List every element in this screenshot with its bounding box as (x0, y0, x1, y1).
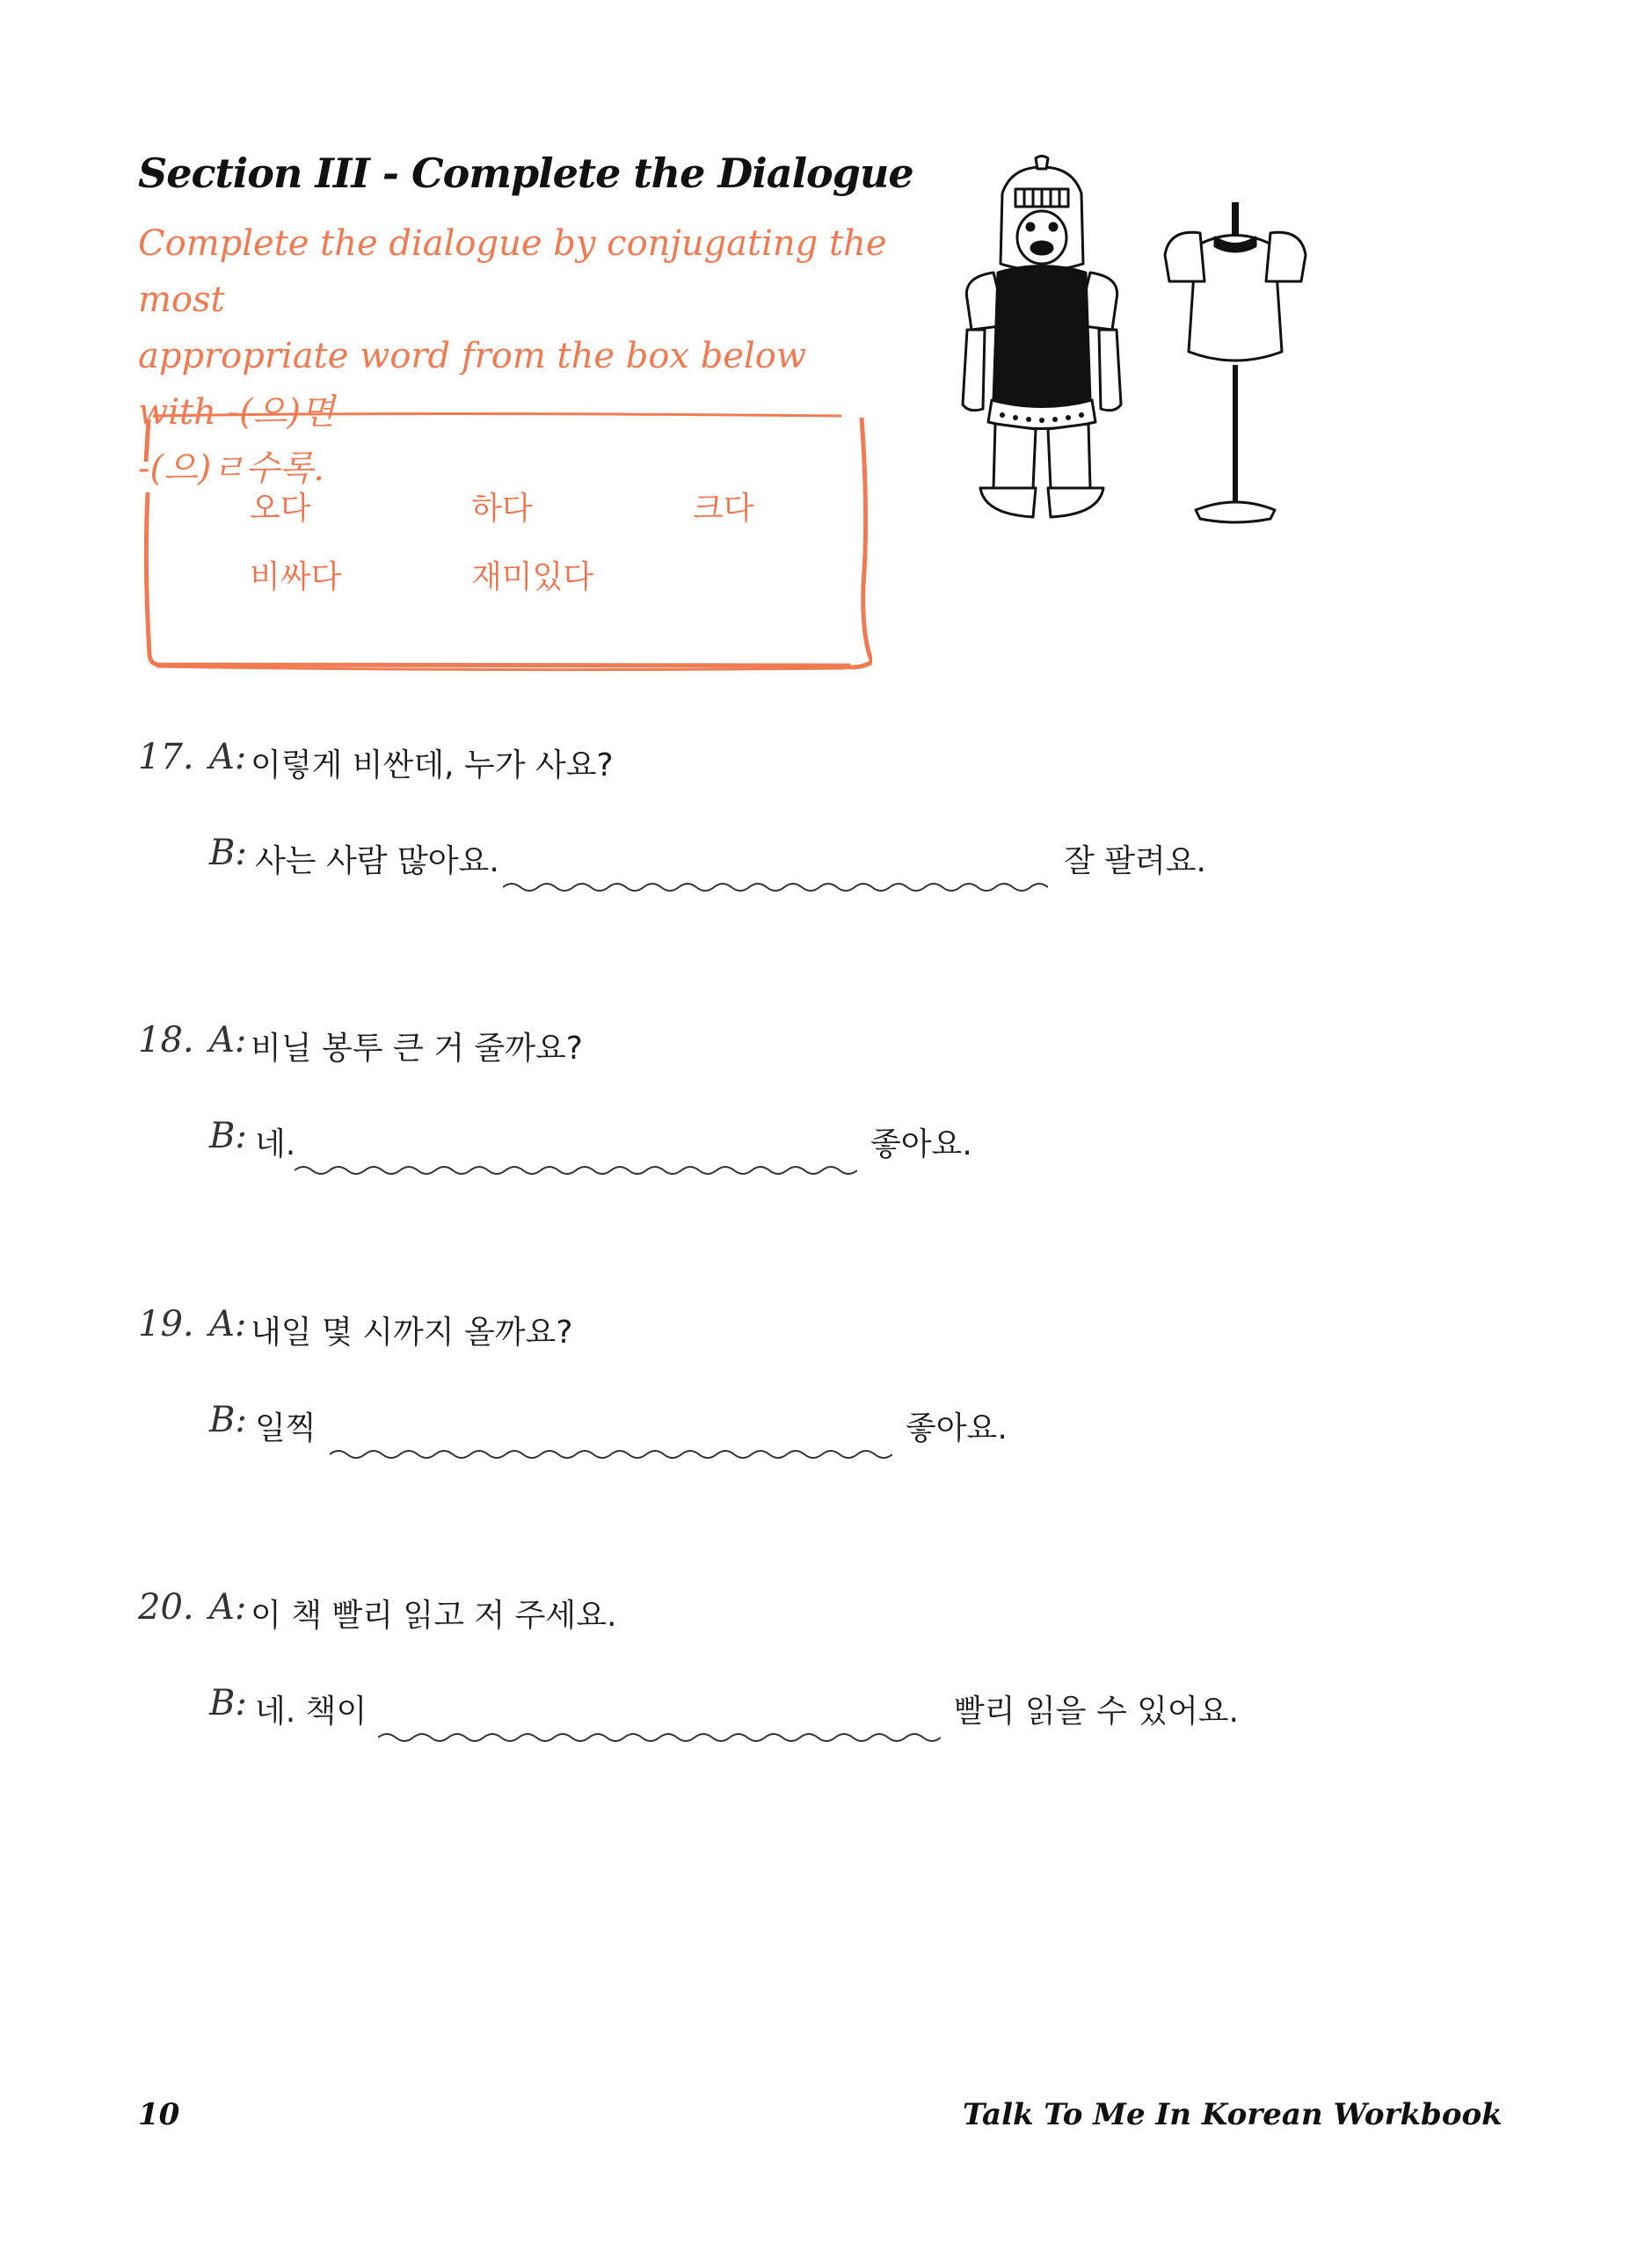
question-number: 20. (138, 1587, 194, 1628)
speaker-b-text-after: 빨리 읽을 수 있어요. (954, 1694, 1239, 1730)
instruction-line-2: appropriate word from the box below with -(으)면 (138, 336, 807, 433)
speaker-b-text-after: 좋아요. (870, 1126, 972, 1162)
speaker-b-text-before: 네. (255, 1126, 296, 1162)
speaker-b-text-before: 네. 책이 (255, 1694, 368, 1730)
page-number: 10 (138, 2097, 180, 2132)
speaker-a-label: A: (209, 1020, 247, 1060)
word-box (142, 409, 872, 673)
speaker-b-label: B: (209, 1683, 247, 1723)
speaker-a-text: 이 책 빨리 읽고 저 주세요. (251, 1598, 617, 1634)
book-title: Talk To Me In Korean Workbook (963, 2097, 1503, 2132)
speaker-a-label: A: (209, 1587, 247, 1628)
speaker-b-text-after: 좋아요. (906, 1410, 1008, 1446)
word-option: 비싸다 (250, 559, 342, 595)
speaker-b-label: B: (209, 1116, 247, 1156)
knight-and-armor-illustration (932, 149, 1372, 536)
section-title: Section III - Complete the Dialogue (138, 149, 913, 197)
speaker-a-label: A: (209, 1304, 247, 1344)
answer-blank[interactable] (330, 1445, 892, 1464)
speaker-b-label: B: (209, 1400, 247, 1440)
word-option: 크다 (693, 491, 754, 527)
speaker-b-label: B: (209, 833, 247, 873)
word-option: 재미있다 (471, 559, 594, 595)
answer-blank[interactable] (295, 1161, 857, 1180)
question-number: 17. (138, 737, 194, 777)
speaker-a-text: 이렇게 비싼데, 누가 사요? (251, 747, 614, 783)
speaker-b-text-before: 사는 사람 많아요. (255, 843, 499, 879)
answer-blank[interactable] (503, 878, 1048, 897)
speaker-b-text-after: 잘 팔려요. (1064, 843, 1206, 879)
word-option: 오다 (250, 491, 311, 527)
answer-blank[interactable] (378, 1728, 941, 1747)
question-number: 19. (138, 1304, 194, 1344)
speaker-a-text: 내일 몇 시까지 올까요? (251, 1315, 573, 1351)
speaker-a-label: A: (209, 737, 247, 777)
instruction-line-3: -(으)ㄹ수록. (138, 448, 325, 489)
speaker-a-text: 비닐 봉투 큰 거 줄까요? (251, 1031, 583, 1067)
word-box-frame (142, 409, 872, 673)
speaker-b-text-before: 일찍 (255, 1410, 317, 1446)
instruction-line-1: Complete the dialogue by conjugating the most (138, 223, 887, 320)
question-number: 18. (138, 1020, 194, 1060)
word-option: 하다 (471, 491, 533, 527)
